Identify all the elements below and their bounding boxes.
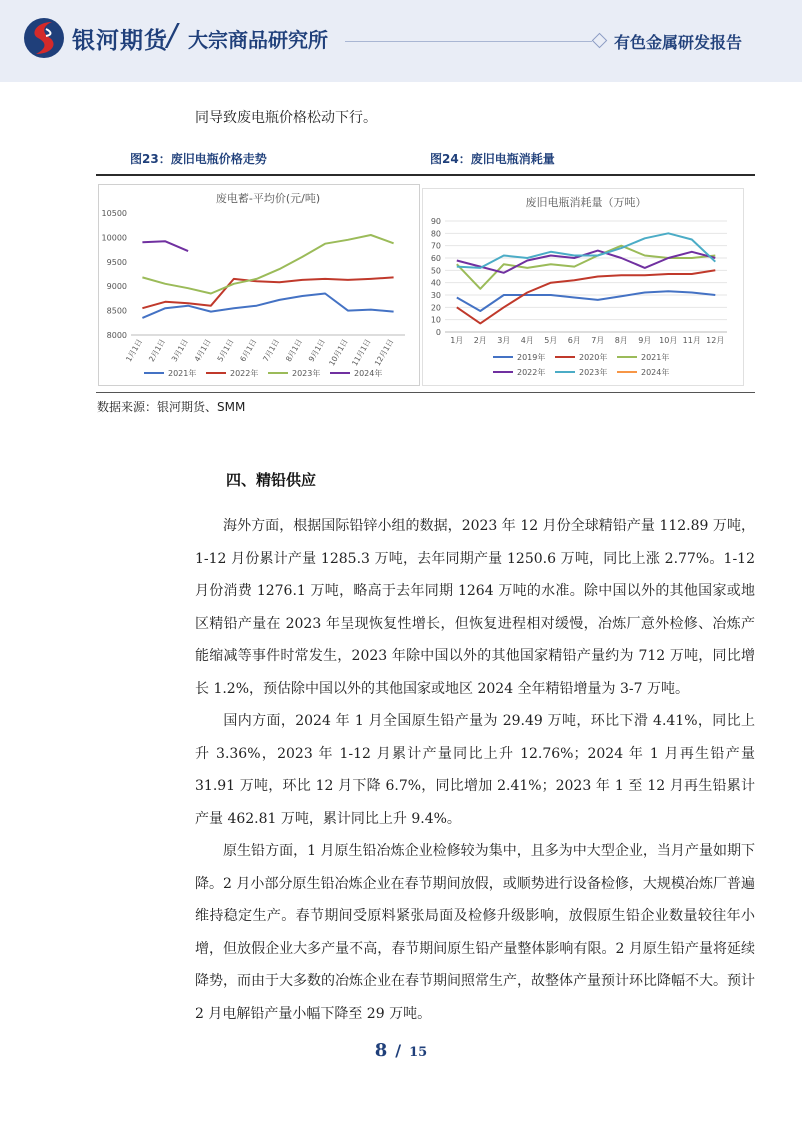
chart-title: 废电蓄-平均价(元/吨) xyxy=(215,192,321,205)
series-line xyxy=(142,241,188,251)
brand-name: 银河期货 xyxy=(72,28,168,54)
legend-label: 2022年 xyxy=(230,369,259,378)
y-tick-label: 0 xyxy=(435,328,441,337)
lead-text: 同导致废电瓶价格松动下行。 xyxy=(195,110,377,126)
data-source: 数据来源：银河期货、SMM xyxy=(97,400,246,414)
y-tick-label: 90 xyxy=(430,217,441,226)
page-header xyxy=(0,0,802,82)
x-tick-label: 2月1日 xyxy=(146,337,167,364)
x-tick-label: 11月 xyxy=(682,336,701,345)
legend-label: 2021年 xyxy=(168,369,197,378)
y-tick-label: 8000 xyxy=(106,331,127,340)
x-tick-label: 4月 xyxy=(520,336,534,345)
x-tick-label: 3月1日 xyxy=(169,337,190,364)
y-tick-label: 10 xyxy=(430,315,441,325)
y-tick-label: 60 xyxy=(430,254,441,263)
series-line xyxy=(142,235,393,294)
legend-label: 2020年 xyxy=(579,353,608,362)
x-tick-label: 11月1日 xyxy=(350,337,373,368)
y-tick-label: 8500 xyxy=(106,306,127,316)
paragraph-text: 国内方面，2024 年 1 月全国原生铅产量为 29.49 万吨，环比下滑 4.41%，同比上升 3.36%，2023 年 1-12 月累计产量同比上升 12.76%；2024 年 1 月再生铅产量 31.91 万吨，环比 12 月下降 6.7%，同比增加 2.41%；2023 年 1 至 12 月再生铅累计产量 462.81 万吨，累计同比上升 9.4%。 xyxy=(195,713,755,827)
x-tick-label: 1月1日 xyxy=(124,337,145,364)
y-tick-label: 30 xyxy=(430,291,441,300)
x-tick-label: 1月 xyxy=(450,336,464,345)
figure-23-caption: 图23：废旧电瓶价格走势 xyxy=(130,152,267,166)
galaxy-logo-icon xyxy=(22,16,66,60)
x-tick-label: 5月 xyxy=(544,336,558,345)
legend-label: 2024年 xyxy=(354,369,383,378)
x-tick-label: 5月1日 xyxy=(215,337,236,364)
x-tick-label: 2月 xyxy=(473,336,487,345)
series-line xyxy=(457,233,716,268)
header-slash: / xyxy=(167,18,178,53)
legend-label: 2021年 xyxy=(641,353,670,362)
x-tick-label: 9月1日 xyxy=(306,337,327,364)
series-line xyxy=(457,270,716,323)
report-type: 有色金属研发报告 xyxy=(614,33,743,52)
legend-label: 2019年 xyxy=(517,353,546,362)
x-tick-label: 8月 xyxy=(614,336,628,345)
x-tick-label: 12月1日 xyxy=(372,337,396,368)
header-divider xyxy=(345,41,592,42)
figure-bottom-rule xyxy=(96,392,755,393)
x-tick-label: 3月 xyxy=(497,336,511,345)
price-chart-svg xyxy=(99,185,419,385)
x-tick-label: 7月1日 xyxy=(261,337,282,364)
legend-label: 2022年 xyxy=(517,368,546,377)
y-tick-label: 9500 xyxy=(106,257,127,267)
series-line xyxy=(142,294,393,318)
page-separator: / xyxy=(395,1041,402,1060)
x-tick-label: 4月1日 xyxy=(192,337,213,364)
legend-label: 2023年 xyxy=(292,369,321,378)
y-tick-label: 40 xyxy=(430,278,441,288)
x-tick-label: 6月1日 xyxy=(238,337,259,364)
paragraph-overseas xyxy=(195,510,755,705)
legend-label: 2023年 xyxy=(579,368,608,377)
legend-label: 2024年 xyxy=(641,368,670,377)
section-title: 四、精铅供应 xyxy=(226,471,317,489)
page-current: 8 xyxy=(374,1040,388,1061)
institute-name: 大宗商品研究所 xyxy=(188,28,328,52)
x-tick-label: 8月1日 xyxy=(283,337,304,364)
y-tick-label: 10000 xyxy=(101,233,127,243)
y-tick-label: 80 xyxy=(430,229,441,239)
x-tick-label: 9月 xyxy=(638,336,652,345)
y-tick-label: 70 xyxy=(430,241,441,251)
y-tick-label: 20 xyxy=(430,303,441,313)
x-tick-label: 10月1日 xyxy=(327,337,350,368)
y-tick-label: 9000 xyxy=(106,282,127,292)
y-tick-label: 10500 xyxy=(101,209,127,218)
diamond-icon xyxy=(592,33,608,49)
page-total: 15 xyxy=(409,1045,428,1060)
paragraph-text: 海外方面，根据国际铅锌小组的数据，2023 年 12 月份全球精铅产量 112.89 万吨，1-12 月份累计产量 1285.3 万吨，去年同期产量 1250.6 万吨，同比上涨 2.77%。1-12 月份消费 1276.1 万吨，略高于去年同期 1264 万吨的水准。除中国以外的其他国家或地区精铅产量在 2023 年呈现恢复性增长，但恢复进程相对缓慢，冶炼厂意外检修、冶炼产能缩减等事件时常发生，2023 年除中国以外的其他国家精铅产量约为 712 万吨，同比增长 1.2%，预估除中国以外的其他国家或地区 2024 全年精铅增量为 3-7 万吨。 xyxy=(195,518,755,697)
series-line xyxy=(457,291,716,311)
chart-scrap-battery-price xyxy=(98,184,420,386)
paragraph-domestic xyxy=(195,705,755,835)
chart-title: 废旧电瓶消耗量（万吨） xyxy=(525,196,647,209)
page-number xyxy=(0,1040,802,1061)
figure-top-rule xyxy=(96,174,755,176)
figure-24-caption: 图24：废旧电瓶消耗量 xyxy=(430,152,555,166)
paragraph-text: 原生铅方面，1 月原生铅冶炼企业检修较为集中，且多为中大型企业，当月产量如期下降。2 月小部分原生铅冶炼企业在春节期间放假，或顺势进行设备检修，大规模冶炼厂普遍维持稳定生产。春节期间受原料紧张局面及检修升级影响，放假原生铅企业数量较往年小增，但放假企业大多产量不高，春节期间原生铅产量整体影响有限。2 月原生铅产量将延续降势，而由于大多数的冶炼企业在春节期间照常生产，故整体产量预计环比降幅不大。预计 2 月电解铅产量小幅下降至 29 万吨。 xyxy=(195,843,755,1022)
consumption-chart-svg xyxy=(423,189,743,385)
x-tick-label: 10月 xyxy=(659,336,678,345)
x-tick-label: 6月 xyxy=(567,336,581,345)
y-tick-label: 50 xyxy=(430,266,441,276)
x-tick-label: 7月 xyxy=(591,336,605,345)
x-tick-label: 12月 xyxy=(706,336,725,345)
chart-scrap-battery-consumption xyxy=(422,188,744,386)
paragraph-primary-lead xyxy=(195,835,755,1030)
